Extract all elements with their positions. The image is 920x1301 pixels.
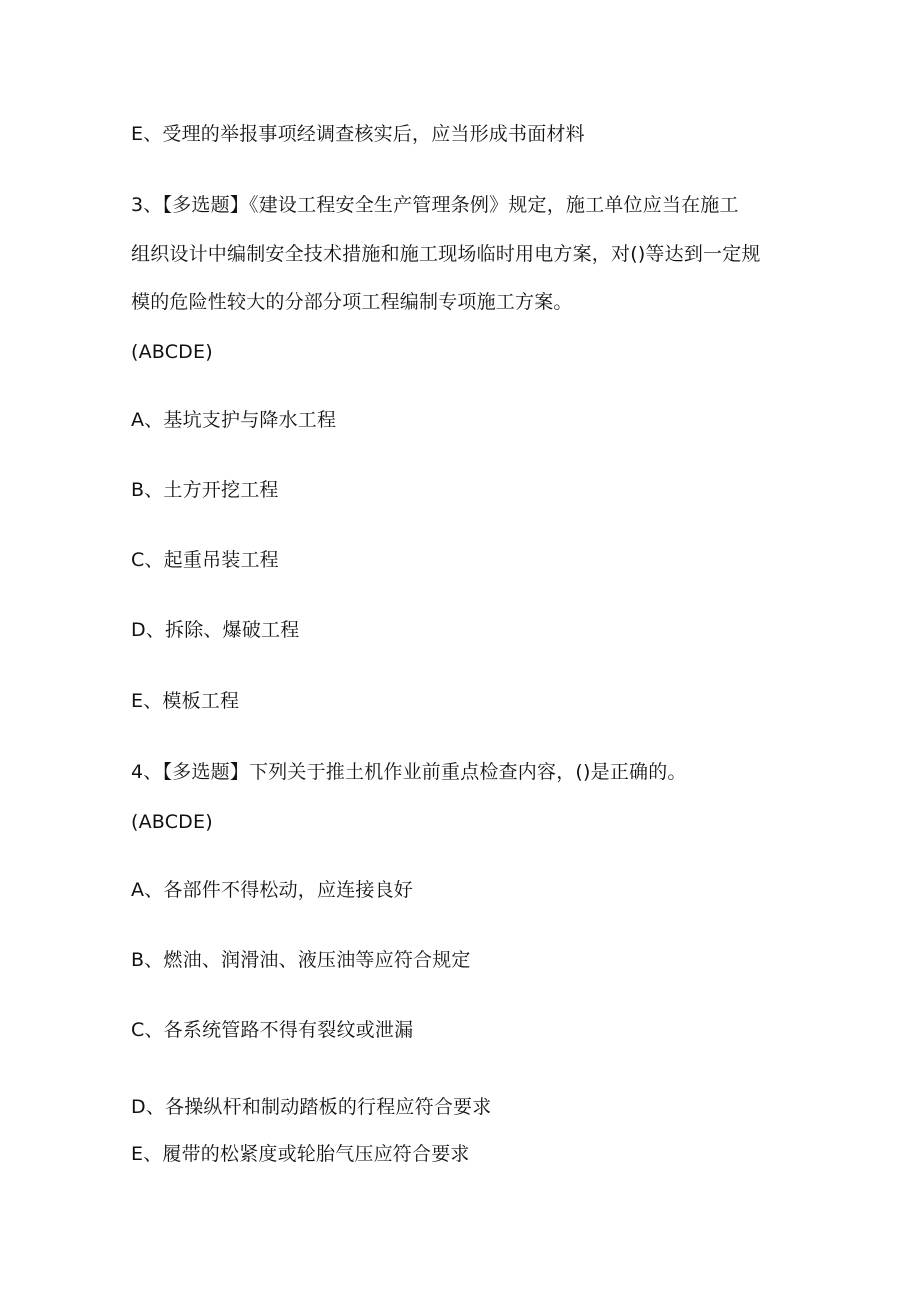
question-4-option-c: C、各系统管路不得有裂纹或泄漏: [131, 1019, 414, 1041]
question-3-text-line-1: 3、【多选题】《建设工程安全生产管理条例》规定，施工单位应当在施工: [131, 194, 739, 216]
question-3-option-c: C、起重吊装工程: [131, 549, 279, 571]
question-4-option-a: A、各部件不得松动，应连接良好: [131, 879, 413, 901]
question-3-text-line-3: 模的危险性较大的分部分项工程编制专项施工方案。: [131, 291, 573, 313]
question-3-option-d: D、拆除、爆破工程: [131, 619, 300, 641]
question-3-option-e: E、模板工程: [131, 690, 240, 712]
question-3-option-b: B、土方开挖工程: [131, 479, 279, 501]
question-4-option-d: D、各操纵杆和制动踏板的行程应符合要求: [131, 1096, 492, 1118]
question-4-answer: (ABCDE): [131, 811, 213, 833]
question-3-option-a: A、基坑支护与降水工程: [131, 409, 337, 431]
question-3-text-line-2: 组织设计中编制安全技术措施和施工现场临时用电方案，对()等达到一定规: [131, 243, 761, 265]
option-e-carryover: E、受理的举报事项经调查核实后，应当形成书面材料: [131, 123, 585, 145]
question-3-answer: (ABCDE): [131, 341, 213, 363]
question-4-text-line-1: 4、【多选题】下列关于推土机作业前重点检查内容，()是正确的。: [131, 761, 687, 783]
question-4-option-e: E、履带的松紧度或轮胎气压应符合要求: [131, 1143, 470, 1165]
question-4-option-b: B、燃油、润滑油、液压油等应符合规定: [131, 949, 471, 971]
